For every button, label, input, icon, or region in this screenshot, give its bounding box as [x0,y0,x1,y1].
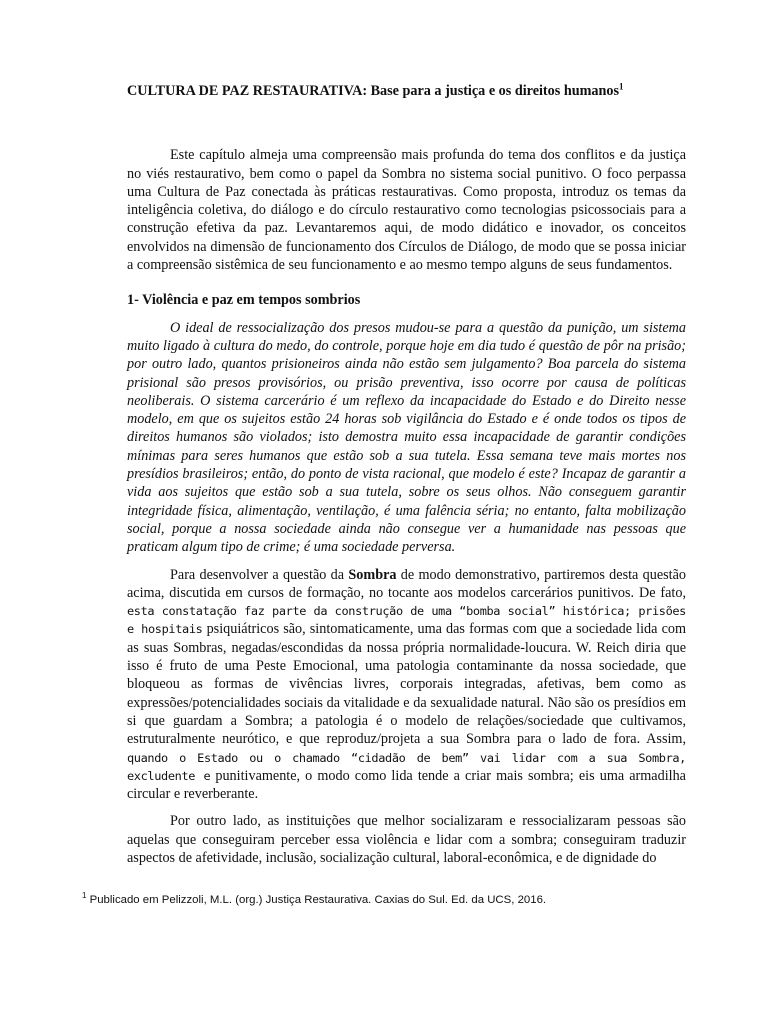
intro-paragraph: Este capítulo almeja uma compreensão mais profunda do tema dos conflitos e da justiça no viés restaurativo, bem como o papel da Sombra no sistema social punitivo. O foco perpassa uma Cultura de Paz conectada às práticas restaurativas. Como proposta, introduz os temas da inteligência coletiva, do diálogo e do círculo restaurativo como tecnologias psicossociais para a construção efetiva da paz. Levantaremos aqui, de modo didático e inovador, os conceitos envolvidos na dimensão de funcionamento dos Círculos de Diálogo, de modo que se possa iniciar a compreensão sistêmica de seu funcionamento e ao mesmo tempo alguns de seus fundamentos. [127,147,686,274]
shadow-paragraph [127,566,686,804]
document-title-text: CULTURA DE PAZ RESTAURATIVA: Base para a justiça e os direitos humanos [127,83,620,99]
footnote-mark: 1 [82,891,87,900]
shadow-paragraph-part-b: de modo demonstrativo, partiremos desta questão acima, discutida em cursos de formação, no tocante aos modelos carcerários punitivos. De fato, [127,566,686,601]
footnote-text: Publicado em Pelizzoli, M.L. (org.) Justiça Restaurativa. Caxias do Sul. Ed. da UCS, 2016. [86,893,547,906]
shadow-paragraph-part-c: esta constatação faz parte da construção de uma “bomba social” histórica; prisões e hospitais [127,604,686,637]
document-body [127,82,686,867]
footnote [82,888,702,908]
shadow-paragraph-part-a: Para desenvolver a questão da [170,566,349,583]
shadow-paragraph-part-f: punitivamente, o modo como lida tende a criar mais sombra; eis uma armadilha circular e reverberante. [127,767,686,803]
institutions-paragraph: Por outro lado, as instituições que melhor socializaram e ressocializaram pessoas são aquelas que conseguiram perceber essa violência e lidar com a sombra; conseguiram traduzir aspectos de afetividade, inclusão, socialização cultural, laboral-econômica, e de dignidade do [127,813,686,866]
shadow-paragraph-part-e: quando o Estado ou o chamado “cidadão de bem” vai lidar com a sua Sombra, excludente e [127,750,686,783]
document-title [127,82,686,100]
shadow-paragraph-part-d: psiquiátricos são, sintomaticamente, uma das formas com que a sociedade lida com as suas Sombras, negadas/escondidas da nossa própria normalidade-loucura. W. Reich diria que isso é fruto de uma Peste Emocional, uma patologia contaminante da nossa sociedade, que bloqueou as formas de vivências livres, corporais integradas, afetivas, bem como as expressões/potencialidades sociais da vitalidade e da sexualidade natural. Não são os presídios em si que guardam a Sombra; a patologia é o modelo de relações/sociedade que cultivamos, estruturalmente neurótico, e que reproduz/projeta a sua Sombra para o lado de fora. Assim, [127,621,686,748]
section-heading: 1- Violência e paz em tempos sombrios [127,292,361,309]
quote-paragraph: O ideal de ressocialização dos presos mudou-se para a questão da punição, um sistema muito ligado à cultura do medo, do controle, porque hoje em dia tudo é questão de pôr na prisão; por outro lado, quantos prisioneiros ainda não estão sem julgamento? Boa parcela do sistema prisional são presos provisórios, ou prisão preventiva, isso ocorre por causa de políticas neoliberais. O sistema carcerário é um reflexo da incapacidade do Estado e do Direito nesse modelo, em que os sujeitos estão 24 horas sob vigilância do Estado e é onde todos os tipos de direitos humanos são violados; isto demostra muito essa incapacidade de garantir condições mínimas para seres humanos que estão sob a sua tutela. Essa semana teve mais mortes nos presídios brasileiros; então, do ponto de vista racional, que modelo é este? Incapaz de garantir a vida aos sujeitos que estão sob a sua tutela, sobre os seus olhos. Não conseguem garantir integridade física, alimentação, ventilação, é uma falência séria; no entanto, falta mobilização social, porque a nossa sociedade ainda não consegue ver a humanidade nas pessoas que praticam algum tipo de crime; é uma sociedade perversa. [127,319,686,556]
shadow-term: Sombra [348,566,397,583]
title-footnote-mark: 1 [619,81,624,92]
